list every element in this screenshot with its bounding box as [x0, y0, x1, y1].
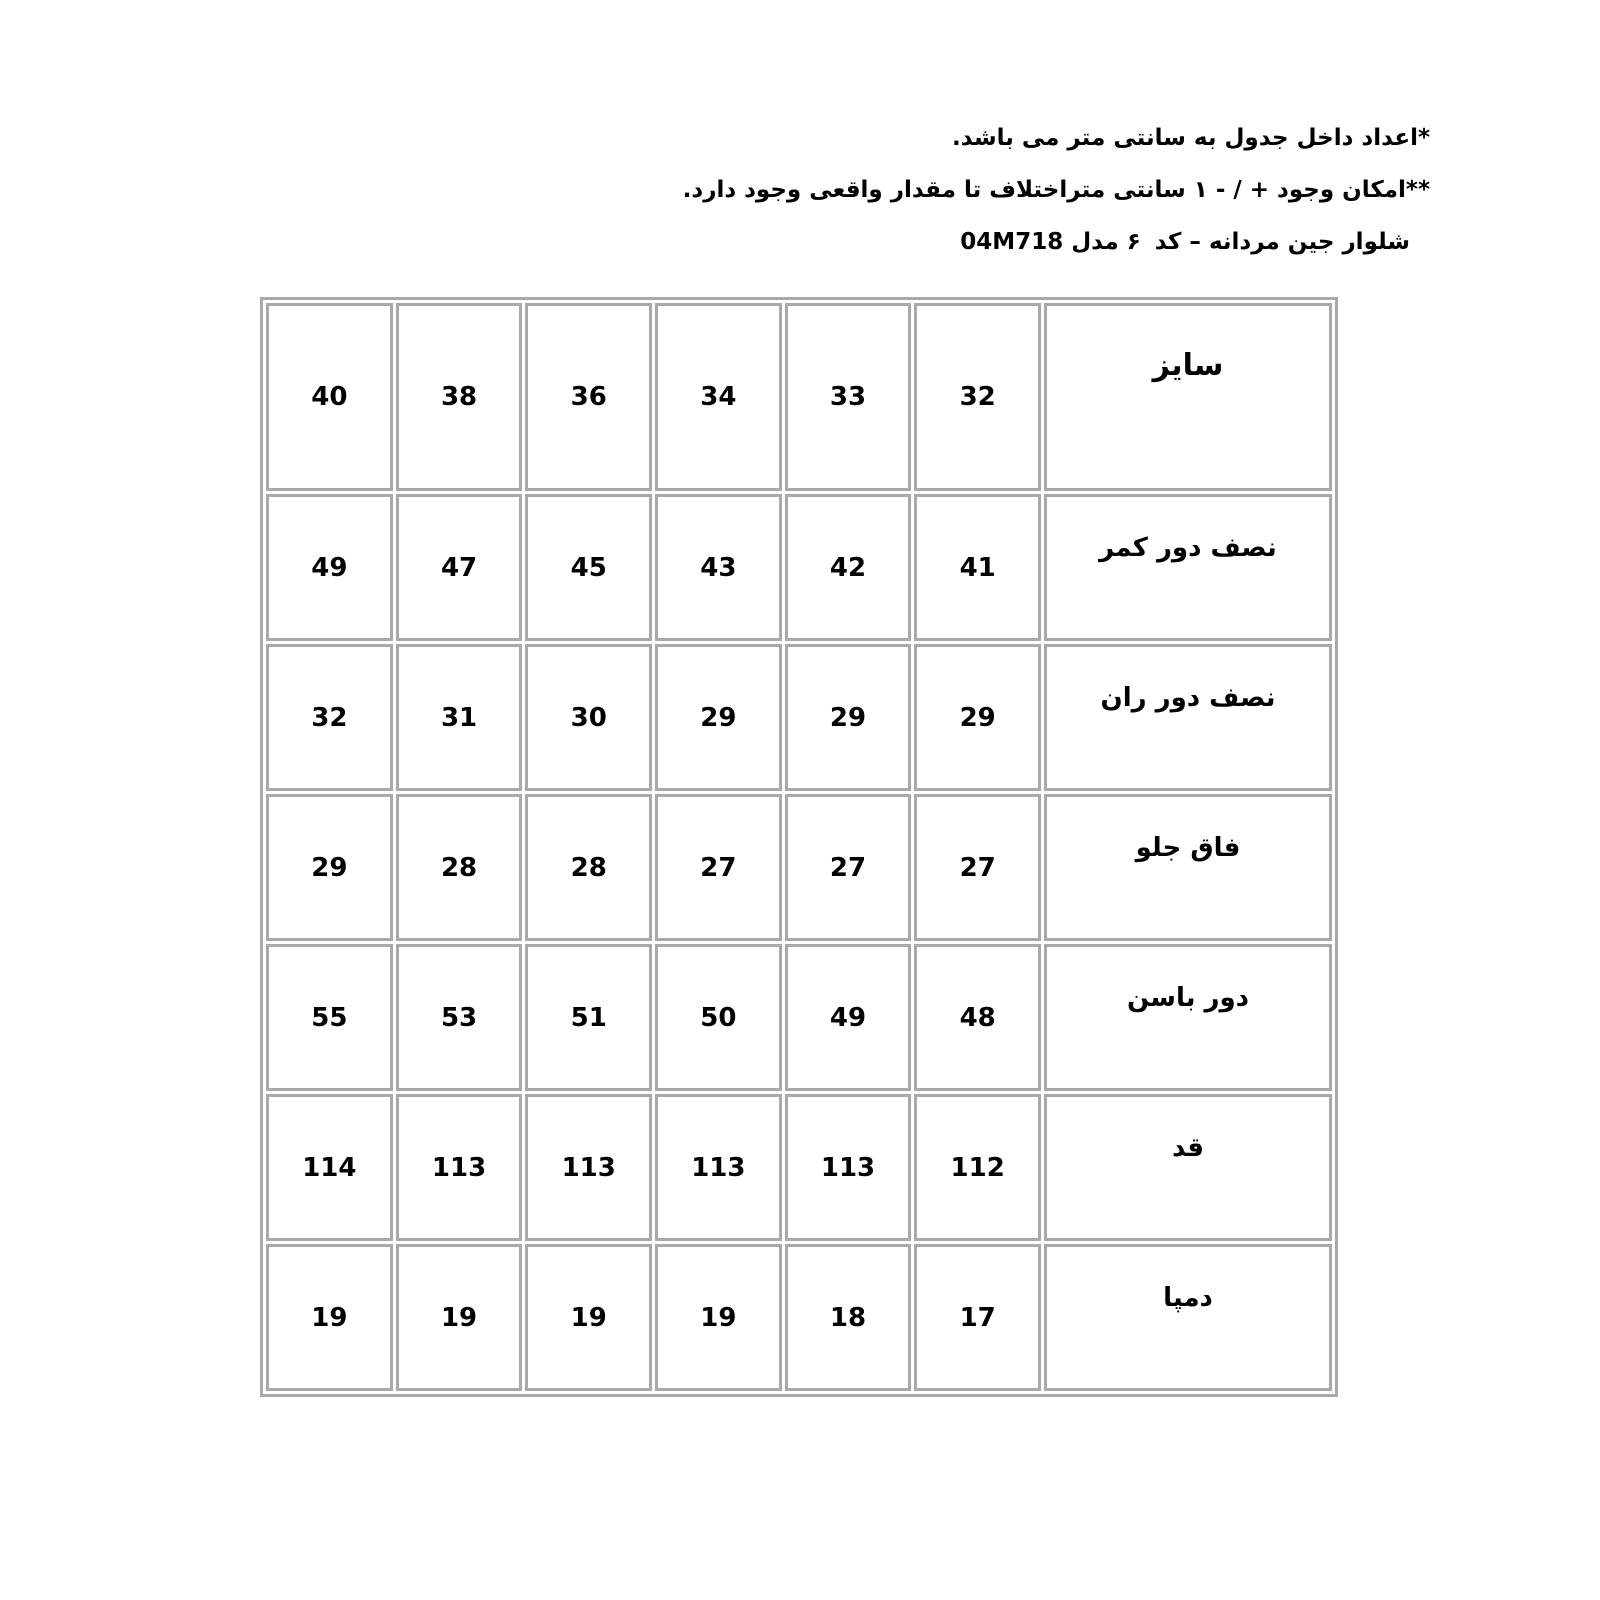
value-cell: 43	[655, 494, 782, 641]
header-label-cell: سایز	[1044, 303, 1332, 491]
value-cell: 48	[914, 944, 1041, 1091]
row-label-cell: دور باسن	[1044, 944, 1332, 1091]
table-row	[266, 1244, 1332, 1391]
value-cell: 55	[266, 944, 393, 1091]
size-cell: 32	[914, 303, 1041, 491]
value-cell: 29	[785, 644, 912, 791]
product-model-word: مدل	[1071, 229, 1119, 255]
value-cell: 29	[914, 644, 1041, 791]
product-model-code: 04M718	[960, 229, 1064, 255]
size-cell: 34	[655, 303, 782, 491]
value-cell: 50	[655, 944, 782, 1091]
value-cell: 27	[655, 794, 782, 941]
value-cell: 113	[785, 1094, 912, 1241]
value-cell: 49	[785, 944, 912, 1091]
notes-block	[630, 112, 1430, 268]
row-label-cell: دمپا	[1044, 1244, 1332, 1391]
value-cell: 19	[266, 1244, 393, 1391]
value-cell: 114	[266, 1094, 393, 1241]
size-table-body	[266, 303, 1332, 1391]
value-cell: 51	[525, 944, 652, 1091]
row-label-cell: نصف دور ران	[1044, 644, 1332, 791]
value-cell: 31	[396, 644, 523, 791]
value-cell: 19	[655, 1244, 782, 1391]
row-label-cell: فاق جلو	[1044, 794, 1332, 941]
value-cell: 28	[396, 794, 523, 941]
value-cell: 47	[396, 494, 523, 641]
value-cell: 27	[785, 794, 912, 941]
product-title	[630, 216, 1410, 268]
row-label-cell: قد	[1044, 1094, 1332, 1241]
value-cell: 53	[396, 944, 523, 1091]
value-cell: 112	[914, 1094, 1041, 1241]
note-units: *اعداد داخل جدول به سانتی متر می باشد.	[951, 125, 1430, 151]
value-cell: 113	[396, 1094, 523, 1241]
value-cell: 113	[525, 1094, 652, 1241]
size-cell: 40	[266, 303, 393, 491]
value-cell: 19	[525, 1244, 652, 1391]
note-tolerance: **امکان وجود + / - ۱ سانتی متراختلاف تا مقدار واقعی وجود دارد.	[682, 177, 1430, 203]
table-row	[266, 794, 1332, 941]
row-label-cell: نصف دور کمر	[1044, 494, 1332, 641]
value-cell: 113	[655, 1094, 782, 1241]
value-cell: 28	[525, 794, 652, 941]
value-cell: 32	[266, 644, 393, 791]
table-row	[266, 494, 1332, 641]
table-row	[266, 644, 1332, 791]
value-cell: 42	[785, 494, 912, 641]
value-cell: 27	[914, 794, 1041, 941]
value-cell: 49	[266, 494, 393, 641]
value-cell: 17	[914, 1244, 1041, 1391]
table-row	[266, 1094, 1332, 1241]
table-header-row	[266, 303, 1332, 491]
size-cell: 36	[525, 303, 652, 491]
table-row	[266, 944, 1332, 1091]
value-cell: 19	[396, 1244, 523, 1391]
size-table	[260, 297, 1338, 1397]
size-cell: 38	[396, 303, 523, 491]
size-cell: 33	[785, 303, 912, 491]
product-code-digit: ۶	[1126, 229, 1141, 255]
value-cell: 45	[525, 494, 652, 641]
value-cell: 41	[914, 494, 1041, 641]
value-cell: 18	[785, 1244, 912, 1391]
value-cell: 29	[266, 794, 393, 941]
product-title-prefix: شلوار جین مردانه – کد	[1154, 229, 1410, 255]
value-cell: 30	[525, 644, 652, 791]
value-cell: 29	[655, 644, 782, 791]
